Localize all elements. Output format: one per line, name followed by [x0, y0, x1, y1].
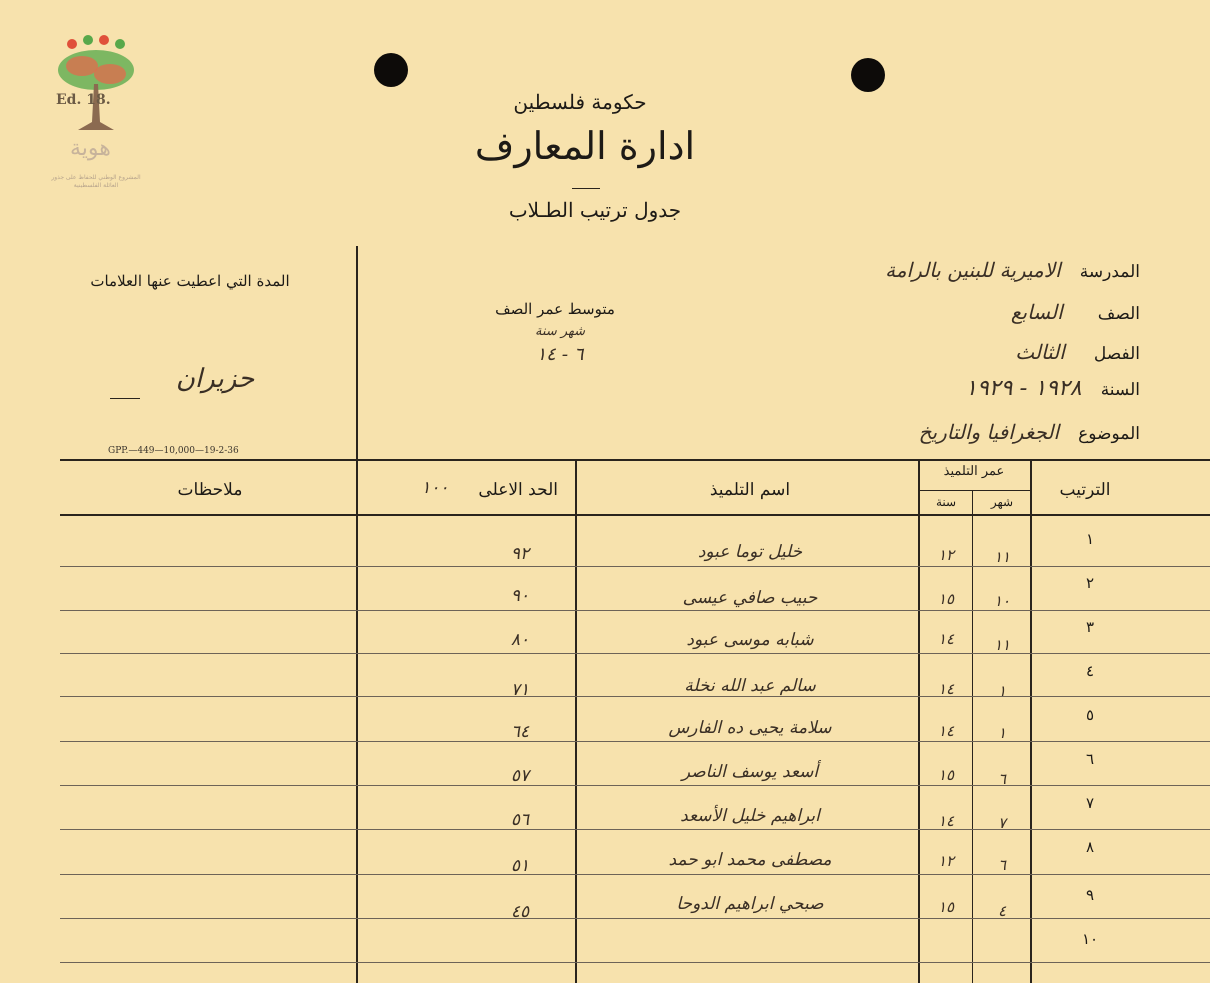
cell-rank: ٦: [1085, 750, 1095, 768]
cell-student-name: أسعد يوسف الناصر: [681, 762, 819, 782]
government-heading: حكومة فلسطين: [513, 90, 647, 114]
cell-student-name: حبيب صافي عيسى: [682, 588, 818, 608]
row-rule: [60, 962, 1210, 963]
upper-divider: [356, 246, 358, 983]
info-label: المدرسة: [1079, 262, 1140, 282]
cell-score: ٨٠: [510, 630, 530, 650]
cell-rank: ٤: [1085, 662, 1095, 680]
logo-caption: المشروع الوطني للحفاظ على جذور العائلة الفلسطينية: [51, 174, 141, 189]
row-rule: [60, 918, 1210, 919]
cell-score: ٥٦: [510, 810, 530, 830]
column-header-name: اسم التلميذ: [709, 480, 791, 500]
cell-age-month: ١: [997, 682, 1007, 700]
info-row-year: [760, 376, 1140, 401]
row-rule: [60, 653, 1210, 654]
cell-rank: ٩: [1085, 886, 1095, 904]
cell-age-year: ١٥: [937, 898, 955, 916]
cell-age-year: ١٤: [937, 812, 955, 830]
table-title: جدول ترتيب الطـلاب: [508, 198, 682, 222]
cell-score: ٩٠: [510, 586, 530, 606]
info-value: ١٩٢٨ - ١٩٢٩: [965, 376, 1082, 401]
row-rule: [60, 610, 1210, 611]
cell-score: ٦٤: [510, 722, 530, 742]
info-label: السنة: [1100, 380, 1140, 400]
department-heading: ادارة المعارف: [474, 124, 696, 168]
cell-rank: ٢: [1085, 574, 1095, 592]
info-value: الثالث: [1015, 340, 1065, 364]
row-rule: [60, 874, 1210, 875]
row-rule: [60, 741, 1210, 742]
period-value: حزيران: [175, 364, 255, 394]
cell-student-name: صبحي ابراهيم الدوحا: [676, 894, 824, 914]
cell-rank: ٣: [1085, 618, 1095, 636]
heading-divider: [572, 188, 600, 189]
cell-student-name: سلامة يحيى ده الفارس: [668, 718, 832, 738]
col-line-age-right: [1030, 459, 1032, 983]
family-tree-icon: [48, 34, 144, 134]
cell-score: ٥١: [510, 856, 530, 876]
column-header-max: الحد الاعلى: [478, 480, 558, 500]
heritage-logo: [48, 34, 144, 204]
info-row-subject: [760, 420, 1140, 444]
cell-age-year: ١٢: [937, 852, 955, 870]
column-header-age-year: سنة: [935, 495, 957, 509]
row-rule: [60, 696, 1210, 697]
info-label: الموضوع: [1078, 424, 1140, 444]
cell-rank: ٥: [1085, 706, 1095, 724]
column-header-age: عمر التلميذ: [943, 464, 1005, 479]
cell-score: ٧١: [510, 680, 530, 700]
age-subheader-line: [918, 490, 1030, 491]
table-top-line: [60, 459, 1210, 461]
period-underline: [110, 398, 140, 399]
cell-age-year: ١٥: [937, 766, 955, 784]
edition-label: Ed. 18.: [56, 92, 111, 108]
col-line-age-mid: [972, 490, 973, 983]
cell-age-month: ٤: [997, 902, 1007, 920]
cell-student-name: سالم عبد الله نخلة: [684, 676, 816, 696]
cell-age-year: ١٥: [937, 590, 955, 608]
info-value: السابع: [1010, 300, 1063, 324]
info-label: الفصل: [1093, 344, 1140, 364]
print-code: GPP.—449—10,000—19-2-36: [108, 446, 239, 456]
average-age-subheader: شهر سنة: [535, 324, 585, 339]
cell-age-year: ١٢: [937, 546, 955, 564]
column-header-max-value: ١٠٠: [421, 478, 449, 498]
info-row-school: [760, 258, 1140, 282]
cell-age-month: ١١: [993, 548, 1011, 566]
column-header-rank: الترتيب: [1059, 480, 1111, 500]
row-rule: [60, 566, 1210, 567]
average-age-value: ٦ - ١٤: [536, 344, 584, 365]
period-label: المدة التي اعطيت عنها العلامات: [90, 272, 290, 290]
cell-student-name: شبابه موسى عبود: [686, 630, 814, 650]
punch-hole-right: [851, 58, 885, 92]
cell-age-month: ٧: [997, 814, 1007, 832]
cell-score: ٩٢: [510, 544, 530, 564]
cell-age-year: ١٤: [937, 722, 955, 740]
cell-age-month: ٦: [997, 856, 1007, 874]
cell-student-name: ابراهيم خليل الأسعد: [680, 806, 820, 826]
info-value: الاميرية للبنين بالرامة: [885, 258, 1061, 282]
cell-age-month: ١: [997, 724, 1007, 742]
cell-student-name: مصطفى محمد ابو حمد: [668, 850, 832, 870]
cell-age-year: ١٤: [937, 630, 955, 648]
info-value: الجغرافيا والتاريخ: [918, 420, 1060, 444]
header-bottom-line: [60, 514, 1210, 516]
cell-age-month: ١٠: [993, 592, 1011, 610]
cell-student-name: خليل توما عبود: [697, 542, 803, 562]
cell-age-month: ٦: [997, 770, 1007, 788]
cell-score: ٥٧: [510, 766, 530, 786]
logo-brand-text: هوية: [70, 136, 111, 161]
cell-score: ٤٥: [510, 902, 530, 922]
info-row-class: [760, 300, 1140, 324]
cell-rank: ٨: [1085, 838, 1095, 856]
cell-age-year: ١٤: [937, 680, 955, 698]
column-header-notes: ملاحظات: [177, 480, 243, 500]
row-rule: [60, 829, 1210, 830]
punch-hole-left: [374, 53, 408, 87]
row-rule: [60, 785, 1210, 786]
cell-rank: ١٠: [1081, 930, 1099, 948]
average-age-label: متوسط عمر الصف: [495, 300, 615, 318]
column-header-age-month: شهر: [990, 495, 1014, 509]
info-label: الصف: [1097, 304, 1140, 324]
cell-rank: ٧: [1085, 794, 1095, 812]
col-line-name-left: [575, 459, 577, 983]
info-row-term: [760, 340, 1140, 364]
cell-rank: ١: [1085, 530, 1095, 548]
cell-age-month: ١١: [993, 636, 1011, 654]
